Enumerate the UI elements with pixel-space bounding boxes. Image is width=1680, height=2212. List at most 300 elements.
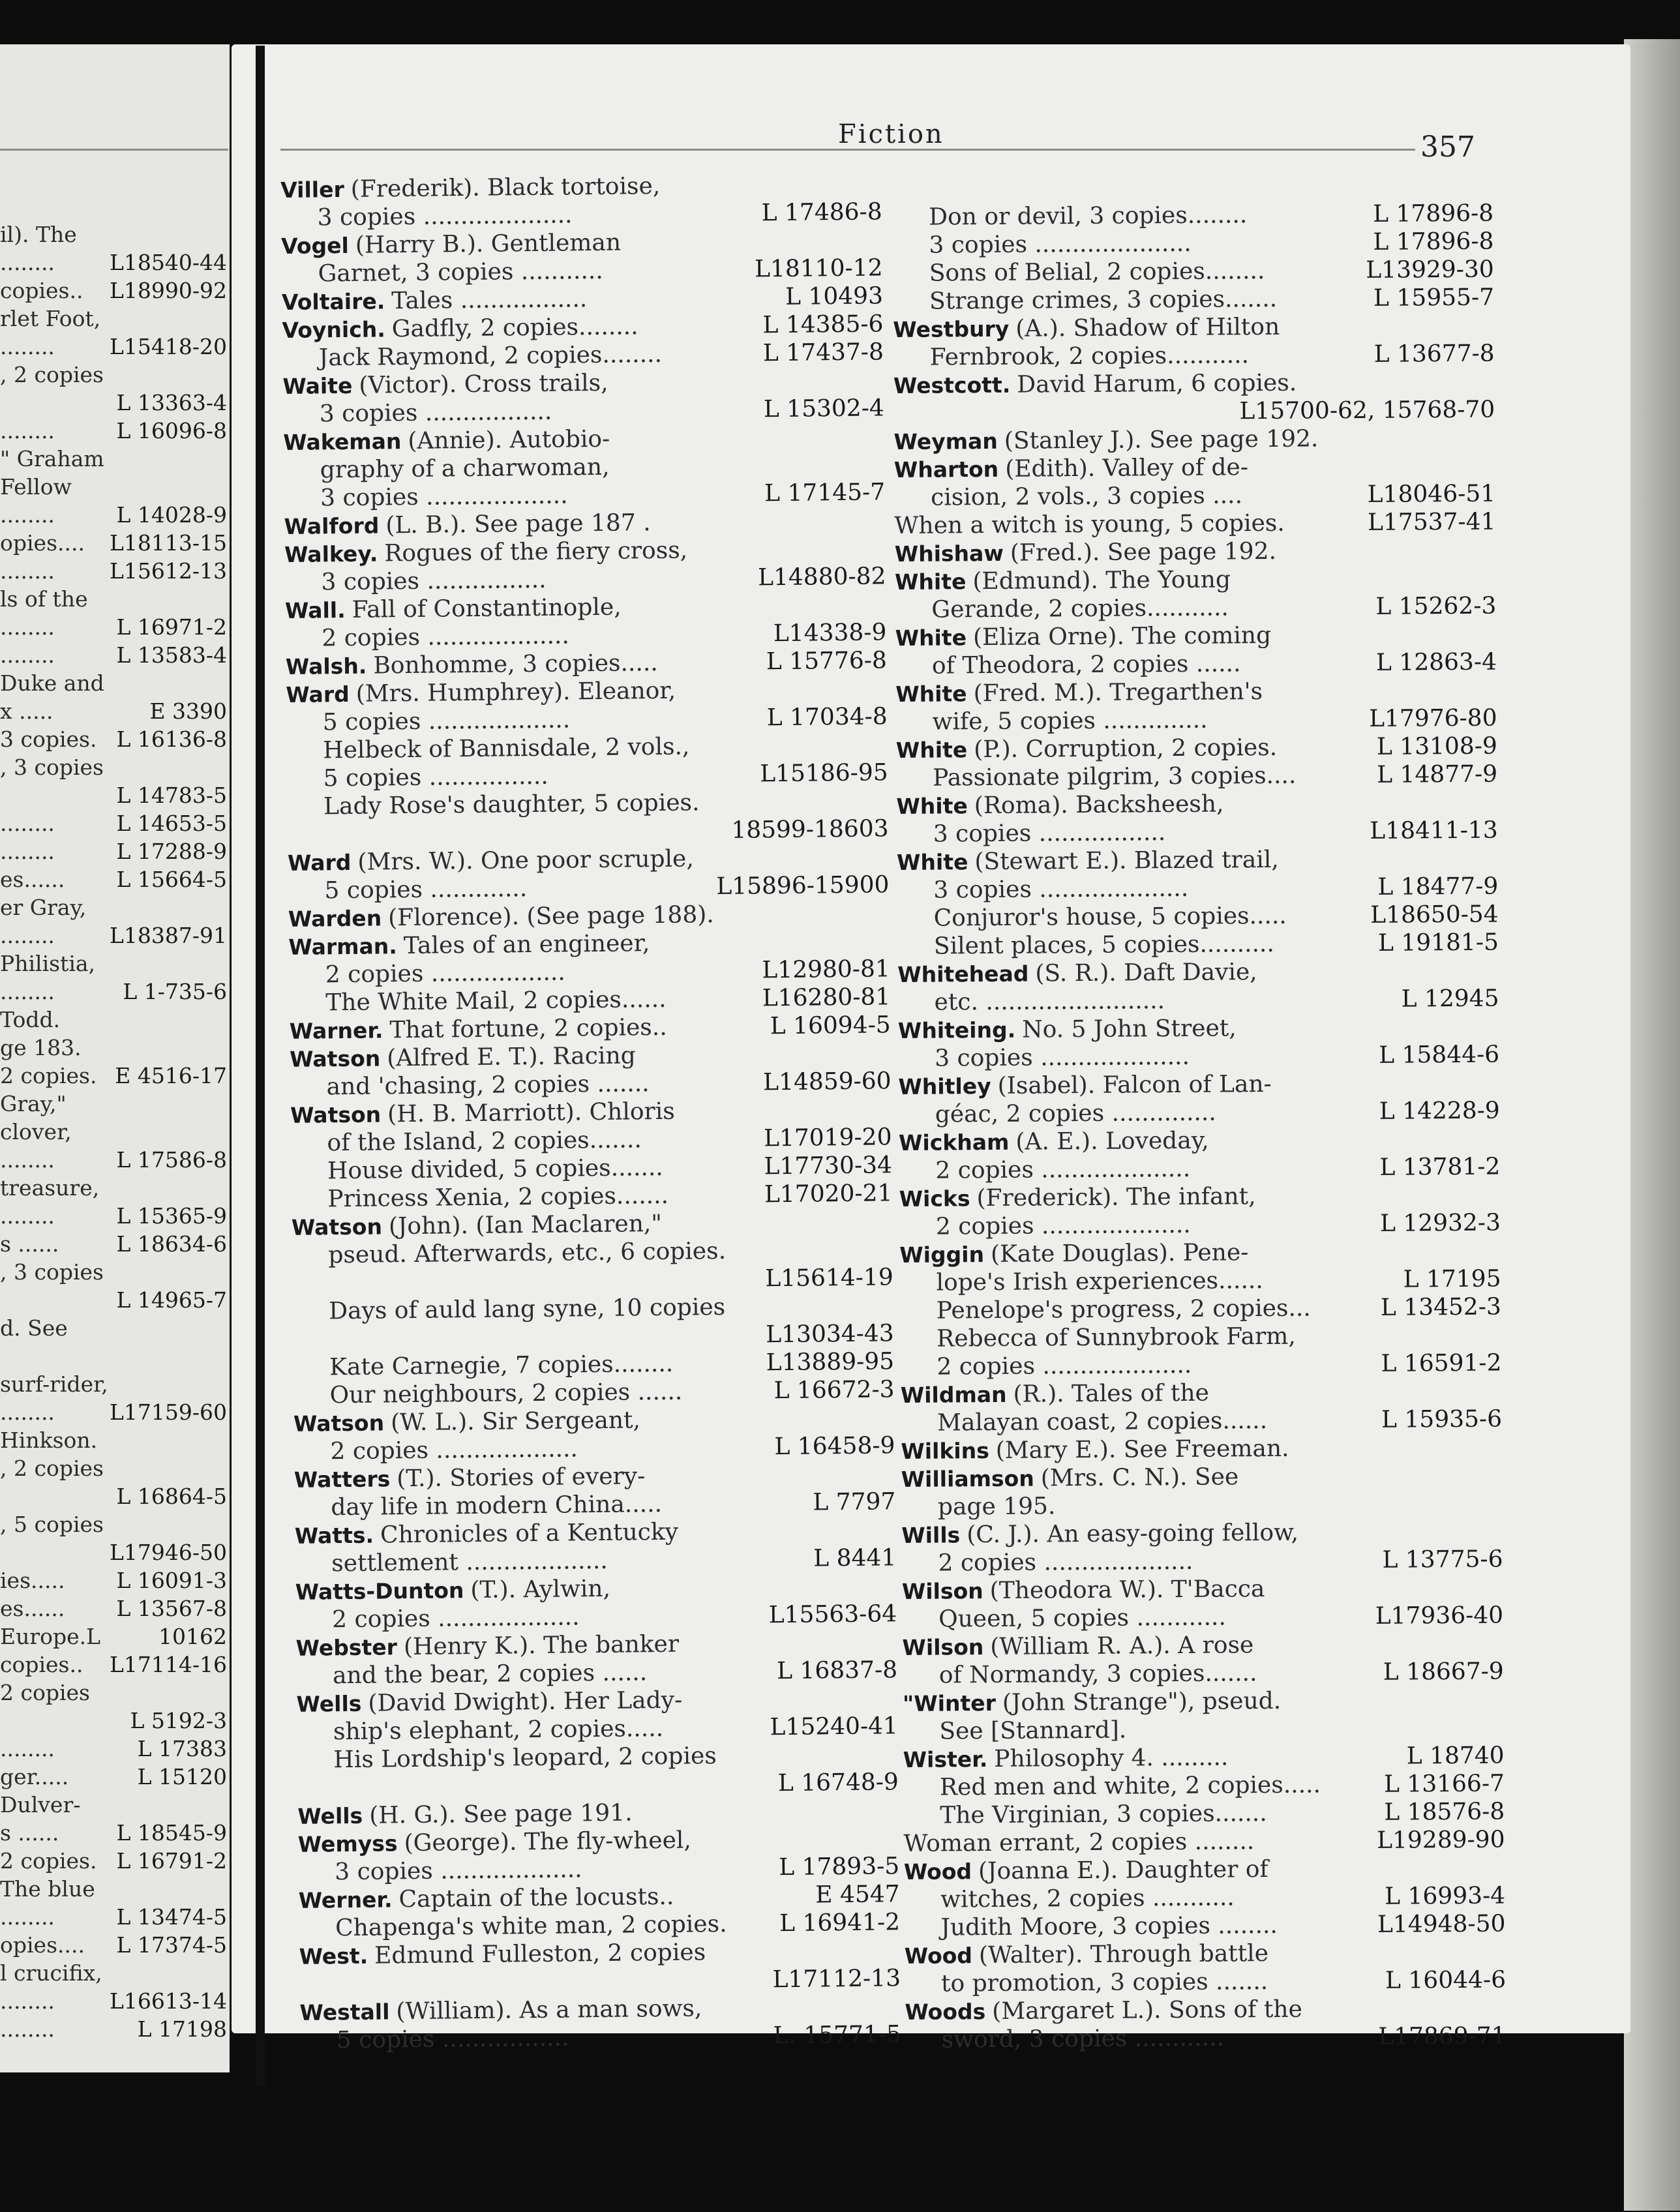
left-page-line: [0, 1510, 230, 1538]
entry-text: ........: [0, 1988, 55, 2014]
entry-author: Whishaw: [894, 540, 1004, 567]
call-number: L13929-30: [1366, 256, 1494, 284]
entry-text: ........: [0, 1736, 55, 1761]
entry-text: Conjuror's house, 5 copies.....: [933, 902, 1287, 932]
index-entry-line: [300, 2020, 907, 2055]
page-edge: [1624, 39, 1680, 2211]
entry-text: (Victor). Cross trails,: [359, 369, 608, 399]
call-number: L18540-44: [109, 250, 227, 275]
entry-text: (John). (Ian Maclaren,": [388, 1210, 663, 1240]
left-page-line: [0, 978, 230, 1006]
entry-author: Wells: [297, 1802, 363, 1829]
entry-text: ........: [0, 1399, 55, 1425]
entry-author: "Winter: [902, 1690, 997, 1716]
entry-text: 5 copies .................: [336, 2024, 569, 2054]
left-page-line: [0, 1931, 230, 1959]
call-number: L18110-12: [754, 254, 883, 283]
entry-text: 5 copies ................: [323, 762, 548, 792]
entry-text: copies..: [0, 1652, 83, 1677]
entry-text: ........: [0, 2016, 55, 2042]
entry-text: es......: [0, 1596, 65, 1621]
entry-text: (Isabel). Falcon of Lan-: [997, 1070, 1272, 1099]
entry-text: (Mrs. W.). One poor scruple,: [357, 845, 694, 876]
index-entry-line: [897, 872, 1503, 904]
call-number: L15614-19: [765, 1264, 893, 1293]
call-number: L 12863-4: [1375, 648, 1497, 676]
left-page-line: [0, 1847, 230, 1875]
call-number: L 17034-8: [766, 703, 888, 732]
entry-author: Wiggin: [899, 1242, 985, 1268]
entry-text: Gadfly, 2 copies........: [391, 313, 638, 343]
left-page-line: [0, 669, 230, 697]
left-page-column: [0, 220, 230, 2043]
entry-text: 5 copies .............: [324, 875, 528, 904]
index-entry-line: [895, 648, 1502, 680]
index-entry-line: [893, 284, 1499, 316]
entry-text: The blue: [0, 1876, 95, 1902]
call-number: L 17486-8: [761, 198, 882, 227]
call-number: L 15844-6: [1379, 1041, 1500, 1069]
entry-text: ........: [0, 1147, 55, 1173]
call-number: L 13781-2: [1379, 1153, 1501, 1181]
entry-text: (Frederik). Black tortoise,: [350, 172, 661, 203]
entry-text: Edmund Fulleston, 2 copies: [374, 1939, 706, 1969]
entry-author: Walford: [284, 513, 380, 539]
left-page-line: [0, 417, 230, 445]
call-number: L 17896-8: [1373, 228, 1494, 256]
index-entry-line: [904, 1909, 1510, 1941]
entry-text: Rebecca of Sunnybrook Farm,: [937, 1323, 1296, 1353]
index-column-right: [892, 200, 1512, 2054]
left-page-line: [0, 697, 230, 725]
entry-text: (Stanley J.). See page 192.: [1004, 425, 1319, 455]
entry-text: ........: [0, 502, 55, 528]
call-number: L 18545-9: [116, 1820, 227, 1846]
left-page-line: [0, 557, 230, 585]
entry-text: (H. G.). See page 191.: [368, 1799, 633, 1829]
entry-text: copies..: [0, 278, 83, 303]
call-number: L 16136-8: [116, 726, 227, 752]
call-number: L 16672-3: [773, 1376, 895, 1405]
index-entry-line: [899, 1236, 1506, 1268]
entry-author: Wister.: [903, 1746, 988, 1772]
left-page-line: [0, 333, 230, 361]
call-number: E 4516-17: [115, 1063, 227, 1088]
left-page-line: [0, 1090, 230, 1118]
call-number: L17976-80: [1368, 704, 1497, 732]
call-number: L18411-13: [1370, 816, 1498, 844]
call-number: L 16096-8: [116, 418, 227, 443]
index-entry-line: [898, 1012, 1505, 1044]
entry-text: (Stewart E.). Blazed trail,: [974, 846, 1279, 876]
index-entry-line: [900, 1293, 1507, 1324]
entry-text: (George). The fly-wheel,: [404, 1827, 692, 1857]
call-number: L15186-95: [760, 759, 888, 788]
entry-author: Watts-Dunton: [295, 1577, 464, 1605]
index-entry-line: [901, 1545, 1508, 1577]
entry-text: s ......: [0, 1231, 59, 1257]
call-number: L 16941-2: [779, 1909, 901, 1937]
entry-text: and the bear, 2 copies ......: [332, 1659, 648, 1690]
entry-text: 3 copies .................: [319, 398, 552, 428]
entry-author: White: [894, 569, 967, 595]
left-page-line: [0, 501, 230, 529]
entry-text: x .....: [0, 698, 53, 724]
entry-text: wife, 5 copies ..............: [932, 706, 1208, 736]
entry-text: (Margaret L.). Sons of the: [992, 1995, 1302, 2025]
entry-text: When a witch is young, 5 copies.: [894, 509, 1285, 539]
call-number: L 16091-3: [116, 1568, 227, 1593]
call-number: L 15262-3: [1375, 592, 1497, 620]
entry-text: and 'chasing, 2 copies .......: [326, 1070, 650, 1101]
entry-text: (T.). Stories of every-: [397, 1463, 646, 1493]
left-page-line: [0, 1791, 230, 1819]
call-number: L 17288-9: [116, 839, 227, 864]
entry-text: Lady Rose's daughter, 5 copies.: [323, 789, 700, 820]
entry-text: ........: [0, 614, 55, 640]
entry-author: Whitehead: [897, 961, 1029, 987]
left-page-line: [0, 1342, 230, 1370]
call-number: L17020-21: [764, 1180, 893, 1208]
call-number: L 17383: [137, 1736, 227, 1761]
entry-text: Red men and white, 2 copies.....: [939, 1771, 1321, 1801]
call-number: L 13166-7: [1383, 1770, 1505, 1798]
index-entry-line: [905, 2022, 1512, 2054]
call-number: L 15302-4: [763, 395, 884, 423]
entry-author: Wharton: [893, 456, 999, 483]
entry-text: Tales of an engineer,: [403, 930, 650, 960]
entry-text: (William R. A.). A rose: [990, 1632, 1254, 1661]
entry-text: Queen, 5 copies ............: [938, 1604, 1226, 1633]
call-number: E 3390: [149, 698, 227, 724]
call-number: L13034-43: [766, 1320, 894, 1349]
entry-author: Ward: [287, 849, 352, 876]
index-entry-line: [901, 1517, 1508, 1549]
entry-text: (H. B. Marriott). Chloris: [387, 1098, 675, 1128]
entry-text: rlet Foot,: [0, 306, 101, 331]
entry-text: (Roma). Backsheesh,: [974, 790, 1224, 820]
entry-author: Wilson: [902, 1634, 984, 1660]
entry-author: Wilson: [901, 1578, 983, 1604]
index-entry-line: [899, 1180, 1506, 1212]
call-number: L 13474-5: [116, 1904, 227, 1930]
left-page-line: [0, 893, 230, 921]
index-entry-line: [894, 451, 1501, 483]
index-entry-line: [897, 984, 1504, 1016]
page-number: 357: [1420, 130, 1475, 164]
index-entry-line: [897, 928, 1504, 960]
entry-author: Whiteing.: [897, 1017, 1016, 1043]
entry-author: Wemyss: [297, 1831, 398, 1857]
entry-author: West.: [299, 1943, 368, 1969]
call-number: L18990-92: [109, 278, 227, 303]
index-entry-line: [893, 312, 1499, 344]
call-number: L 16458-9: [774, 1432, 895, 1461]
call-number: L18113-15: [109, 530, 227, 556]
entry-text: 3 copies ...................: [320, 482, 568, 512]
left-page-line: [0, 613, 230, 641]
entry-text: Gray,": [0, 1091, 67, 1116]
entry-text: 2 copies ...................: [330, 1435, 578, 1465]
entry-text: Our neighbours, 2 copies ......: [329, 1378, 683, 1409]
index-entry-line: [903, 1825, 1510, 1857]
index-entry-line: [899, 1264, 1506, 1296]
index-entry-line: [895, 676, 1502, 708]
entry-author: Wildman: [900, 1381, 1007, 1408]
entry-text: 3 copies .....................: [929, 230, 1192, 259]
entry-text: (P.). Corruption, 2 copies.: [974, 734, 1278, 764]
call-number: L14338-9: [773, 619, 887, 648]
entry-text: (Henry K.). The banker: [403, 1630, 680, 1661]
entry-text: to promotion, 3 copies .......: [940, 1968, 1268, 1997]
entry-text: (Fred.). See page 192.: [1010, 537, 1277, 567]
left-page-line: [0, 1566, 230, 1594]
call-number: L19289-90: [1376, 1826, 1505, 1854]
call-number: L 14965-7: [116, 1287, 227, 1313]
left-page-line: [0, 1651, 230, 1679]
entry-text: (Fred. M.). Tregarthen's: [973, 678, 1263, 708]
call-number: L 14653-5: [116, 811, 227, 836]
entry-author: White: [895, 625, 967, 651]
entry-text: Helbeck of Bannisdale, 2 vols.,: [323, 733, 690, 764]
index-column-left: [280, 170, 907, 2055]
left-page-line: [0, 1959, 230, 1987]
entry-text: David Harum, 6 copies.: [1017, 369, 1297, 398]
entry-text: 3 copies ....................: [317, 202, 573, 232]
index-entry-line: [903, 1685, 1509, 1717]
call-number: L 14385-6: [762, 310, 884, 339]
index-entry-line: [897, 844, 1503, 876]
index-entry-line: [902, 1601, 1508, 1633]
entry-text: of Normandy, 3 copies.......: [938, 1660, 1257, 1689]
left-page-line: [0, 1987, 230, 2015]
left-page-line: [0, 1202, 230, 1230]
entry-text: page 195.: [937, 1493, 1056, 1521]
entry-text: " Graham: [0, 446, 104, 471]
entry-text: Princess Xenia, 2 copies.......: [327, 1182, 669, 1213]
entry-author: Ward: [286, 681, 350, 708]
index-entry-line: [897, 816, 1503, 848]
left-page-line: [0, 1707, 230, 1735]
left-page-line: [0, 949, 230, 978]
entry-text: l crucifix,: [0, 1960, 102, 1986]
left-page-line: [0, 1146, 230, 1174]
entry-text: 2 copies ..................: [325, 959, 565, 989]
entry-author: Walsh.: [285, 653, 367, 680]
call-number: L18046-51: [1367, 480, 1496, 508]
running-head: Fiction: [838, 119, 944, 149]
call-number: L 1-735-6: [123, 979, 227, 1004]
entry-text: es......: [0, 867, 65, 892]
left-page-line: [0, 389, 230, 417]
left-page-line: [0, 1482, 230, 1510]
entry-text: ........: [0, 1203, 55, 1229]
entry-text: 2 copies.: [0, 1848, 97, 1874]
entry-author: Vogel: [280, 232, 350, 259]
index-entry-line: [901, 1461, 1508, 1493]
left-page-line: [0, 865, 230, 893]
call-number: L 16748-9: [777, 1769, 899, 1797]
left-page-line: [0, 1622, 230, 1651]
gutter-shadow: [256, 46, 265, 2087]
entry-text: Chronicles of a Kentucky: [380, 1518, 679, 1549]
call-number: L 15955-7: [1373, 284, 1495, 312]
entry-text: opies....: [0, 1932, 85, 1958]
call-number: L15896-15900: [716, 871, 890, 901]
entry-text: 3 copies.: [0, 726, 97, 752]
entry-text: of the Island, 2 copies.......: [327, 1126, 642, 1157]
index-entry-line: [901, 1433, 1507, 1465]
left-page-line: [0, 1875, 230, 1903]
call-number: L 15776-8: [766, 647, 888, 676]
entry-author: Watson: [293, 1410, 385, 1437]
entry-text: ........: [0, 558, 55, 584]
index-entry-line: [895, 620, 1502, 651]
entry-text: , 3 copies: [0, 755, 104, 780]
index-entry-line: [894, 507, 1501, 539]
entry-text: (David Dwight). Her Lady-: [368, 1686, 683, 1717]
left-page-line: [0, 1174, 230, 1202]
entry-author: Wood: [904, 1943, 973, 1969]
index-entry-line: [905, 1965, 1511, 1997]
entry-text: Judith Moore, 3 copies ........: [940, 1911, 1278, 1941]
entry-text: (Mrs. C. N.). See: [1040, 1463, 1239, 1492]
index-entry-line: [899, 1124, 1505, 1156]
left-page-line: [0, 781, 230, 809]
entry-author: White: [896, 793, 968, 819]
index-entry-line: [895, 704, 1502, 736]
call-number: L14859-60: [762, 1068, 892, 1096]
entry-text: ........: [0, 1904, 55, 1930]
entry-text: (Theodora W.). T'Bacca: [989, 1576, 1265, 1605]
entry-text: (A. E.). Loveday,: [1015, 1127, 1209, 1156]
call-number: L 13775-6: [1382, 1546, 1503, 1574]
index-entry-line: [904, 1853, 1510, 1885]
left-page-line: [0, 1118, 230, 1146]
entry-text: Captain of the locusts..: [398, 1883, 674, 1913]
left-page-line: [0, 921, 230, 949]
entry-author: Warner.: [289, 1017, 383, 1044]
left-page-line: [0, 220, 230, 248]
entry-text: (Florence). (See page 188).: [387, 901, 714, 932]
call-number: 10162: [158, 1624, 227, 1649]
entry-text: Rogues of the fiery cross,: [384, 537, 688, 567]
left-page-line: [0, 1903, 230, 1931]
index-entry-line: [903, 1769, 1510, 1801]
left-page-line: [0, 1230, 230, 1258]
left-page-line: [0, 809, 230, 837]
entry-author: Westcott.: [893, 372, 1011, 398]
entry-author: Waite: [282, 372, 353, 399]
call-number: L 18740: [1406, 1742, 1505, 1770]
index-entry-line: [905, 1937, 1511, 1969]
entry-text: (A.). Shadow of Hilton: [1015, 313, 1280, 342]
call-number: L15563-64: [768, 1600, 897, 1629]
call-number: L 10493: [785, 282, 884, 310]
left-header-rule: [0, 149, 228, 151]
entry-text: , 2 copies: [0, 362, 104, 387]
entry-text: 2 copies ....................: [935, 1211, 1191, 1240]
call-number: L 17145-7: [764, 479, 886, 507]
entry-text: ........: [0, 839, 55, 864]
index-entry-line: [895, 563, 1501, 595]
call-number: L 14228-9: [1379, 1097, 1500, 1125]
call-number: L 13108-9: [1376, 732, 1497, 760]
entry-text: No. 5 John Street,: [1022, 1015, 1237, 1043]
call-number: L15700-62, 15768-70: [1239, 396, 1495, 425]
index-entry-line: [903, 1797, 1510, 1829]
entry-text: Europe.L: [0, 1624, 101, 1649]
entry-text: lope's Irish experiences......: [936, 1267, 1263, 1296]
entry-author: White: [895, 681, 967, 707]
left-page-line: [0, 1370, 230, 1398]
call-number: L 15120: [137, 1764, 227, 1789]
entry-text: Fernbrook, 2 copies...........: [929, 342, 1250, 371]
left-page-line: [0, 529, 230, 557]
call-number: L 13583-4: [116, 642, 227, 668]
entry-text: (T.). Aylwin,: [470, 1575, 611, 1604]
entry-text: His Lordship's leopard, 2 copies: [333, 1742, 717, 1774]
index-entry-line: [897, 900, 1504, 932]
entry-author: Watson: [291, 1214, 383, 1240]
left-page-line: [0, 1034, 230, 1062]
entry-text: Sons of Belial, 2 copies........: [929, 258, 1265, 287]
call-number: L 16791-2: [116, 1848, 227, 1874]
entry-text: 2 copies.: [0, 1063, 97, 1088]
entry-author: White: [895, 737, 968, 763]
entry-text: 2 copies ...................: [331, 1604, 580, 1634]
left-page-line: [0, 585, 230, 613]
entry-text: Garnet, 3 copies ...........: [318, 257, 603, 288]
call-number: L 16993-4: [1385, 1882, 1506, 1910]
left-page-line: [0, 445, 230, 473]
index-entry-line: [904, 1881, 1510, 1913]
entry-text: (R.). Tales of the: [1013, 1379, 1210, 1408]
call-number: L 16094-5: [770, 1011, 891, 1040]
call-number: L13889-95: [766, 1348, 895, 1377]
call-number: L. 15771-5: [773, 2021, 902, 2050]
entry-text: ........: [0, 923, 55, 948]
index-entry-line: [901, 1489, 1508, 1521]
index-entry-line: [893, 396, 1500, 428]
entry-text: Dulver-: [0, 1792, 81, 1817]
entry-text: pseud. Afterwards, etc., 6 copies.: [328, 1237, 727, 1269]
entry-text: 3 copies ....................: [933, 874, 1189, 904]
entry-text: , 2 copies: [0, 1456, 104, 1481]
call-number: L 7797: [813, 1488, 896, 1516]
left-page-line: [0, 1314, 230, 1342]
entry-text: Duke and: [0, 670, 104, 696]
entry-text: (Edmund). The Young: [972, 566, 1231, 595]
left-page-line: [0, 1679, 230, 1707]
entry-text: See [Stannard].: [939, 1716, 1127, 1745]
call-number: L14880-82: [757, 563, 886, 591]
call-number: L 13677-8: [1373, 340, 1495, 368]
entry-text: (Frederick). The infant,: [976, 1183, 1256, 1212]
entry-text: cision, 2 vols., 3 copies ....: [931, 482, 1243, 511]
entry-text: ........: [0, 979, 55, 1004]
entry-author: Wells: [296, 1690, 362, 1717]
call-number: 18599-18603: [731, 815, 889, 844]
call-number: L 15935-6: [1381, 1405, 1503, 1433]
call-number: L17114-16: [109, 1652, 227, 1677]
call-number: L15612-13: [109, 558, 227, 584]
entry-text: Kate Carnegie, 7 copies........: [329, 1350, 674, 1381]
entry-text: Philosophy 4. .........: [994, 1744, 1229, 1772]
entry-text: treasure,: [0, 1175, 100, 1201]
call-number: L 13567-8: [116, 1596, 227, 1621]
entry-author: Whitley: [898, 1073, 991, 1099]
